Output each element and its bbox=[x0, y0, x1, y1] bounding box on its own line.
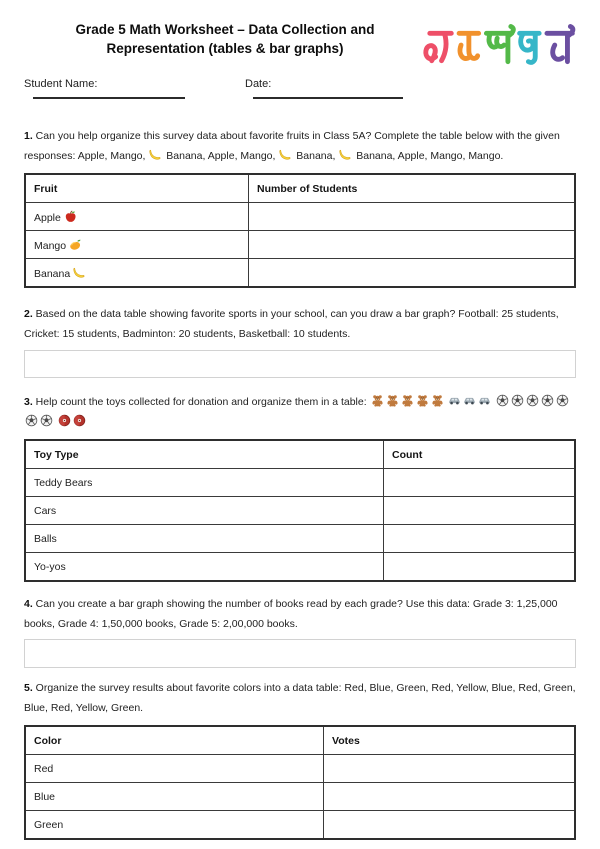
apple-icon bbox=[64, 210, 77, 223]
car-icon bbox=[478, 394, 491, 407]
table-row bbox=[25, 525, 575, 553]
date-label: Date: bbox=[245, 78, 272, 90]
count-blank-cell[interactable] bbox=[384, 469, 576, 497]
table-row bbox=[25, 231, 575, 259]
table-header-row bbox=[25, 440, 575, 469]
toy-label-cell: Cars bbox=[25, 497, 384, 525]
worksheet-header bbox=[0, 0, 600, 58]
name-date-row bbox=[0, 76, 600, 102]
toys-table bbox=[24, 439, 576, 582]
teddy-bear-icon bbox=[416, 394, 429, 407]
car-icon bbox=[463, 394, 476, 407]
color-label-cell: Red bbox=[25, 755, 324, 783]
table-row bbox=[25, 783, 575, 811]
question-number: 3. bbox=[24, 396, 33, 408]
count-blank-cell[interactable] bbox=[249, 203, 576, 231]
q4-answer-box[interactable] bbox=[24, 639, 576, 668]
color-column-header: Color bbox=[25, 726, 324, 755]
count-column-header: Count bbox=[384, 440, 576, 469]
count-blank-cell[interactable] bbox=[384, 525, 576, 553]
colors-table bbox=[24, 725, 576, 840]
teddy-bear-icon bbox=[371, 394, 384, 407]
anushiloni-logo bbox=[422, 18, 586, 76]
fruit-label-cell: Mango bbox=[25, 231, 249, 259]
soccer-ball-icon bbox=[556, 394, 569, 407]
fruits-table bbox=[24, 173, 576, 288]
question-5-text: 5. Organize the survey results about favorite colors into a data table: Red, Blue, Green, Red, Yellow, Blue, Red, Green, Blue, Red, Yellow, Green. bbox=[24, 682, 576, 714]
soccer-ball-icon bbox=[40, 414, 53, 427]
banana-icon bbox=[339, 148, 352, 161]
table-row bbox=[25, 553, 575, 582]
toy-type-column-header: Toy Type bbox=[25, 440, 384, 469]
table-row bbox=[25, 497, 575, 525]
teddy-bear-icon bbox=[401, 394, 414, 407]
votes-blank-cell[interactable] bbox=[324, 783, 576, 811]
mango-icon bbox=[69, 238, 82, 251]
student-name-blank[interactable] bbox=[33, 97, 185, 99]
question-number: 5. bbox=[24, 682, 33, 694]
count-blank-cell[interactable] bbox=[384, 553, 576, 582]
toy-label-cell: Teddy Bears bbox=[25, 469, 384, 497]
question-3-text: 3. Help count the toys collected for donation and organize them in a table: bbox=[24, 392, 576, 432]
count-blank-cell[interactable] bbox=[249, 259, 576, 288]
page-title: Grade 5 Math Worksheet – Data Collection and Representation (tables & bar graphs) bbox=[75, 22, 375, 56]
fruit-label-cell: Banana bbox=[25, 259, 249, 288]
soccer-ball-icon bbox=[541, 394, 554, 407]
question-number: 2. bbox=[24, 308, 33, 320]
question-1-text: 1. Can you help organize this survey data about favorite fruits in Class 5A? Complete the table below with the given responses: Apple, Mango, Banana, Apple, Mango, Banana, Banana, Apple, Mango, Mango. bbox=[24, 130, 560, 162]
student-name-label: Student Name: bbox=[24, 78, 98, 90]
soccer-ball-icon bbox=[526, 394, 539, 407]
anushiloni-logo-glyphs bbox=[422, 18, 586, 76]
fruit-label-cell: Apple bbox=[25, 203, 249, 231]
toy-label-cell: Balls bbox=[25, 525, 384, 553]
count-blank-cell[interactable] bbox=[249, 231, 576, 259]
yo-yo-icon bbox=[58, 414, 71, 427]
banana-icon bbox=[73, 266, 86, 279]
banana-icon bbox=[279, 148, 292, 161]
teddy-bear-icon bbox=[386, 394, 399, 407]
question-4-text: 4. Can you create a bar graph showing the number of books read by each grade? Use this data: Grade 3: 1,25,000 books, Grade 4: 1,50,000 books, Grade 5: 2,00,000 books. bbox=[24, 598, 558, 630]
date-blank[interactable] bbox=[253, 97, 403, 99]
teddy-bear-icon bbox=[431, 394, 444, 407]
car-icon bbox=[448, 394, 461, 407]
table-row bbox=[25, 469, 575, 497]
fruit-column-header: Fruit bbox=[25, 174, 249, 203]
question-2-text: 2. Based on the data table showing favorite sports in your school, can you draw a bar graph? Football: 25 students, Cricket: 15 students, Badminton: 20 students, Basketball: 10 students. bbox=[24, 308, 559, 340]
soccer-ball-icon bbox=[25, 414, 38, 427]
votes-blank-cell[interactable] bbox=[324, 755, 576, 783]
table-row bbox=[25, 259, 575, 288]
table-row bbox=[25, 755, 575, 783]
banana-icon bbox=[149, 148, 162, 161]
table-header-row bbox=[25, 174, 575, 203]
table-header-row bbox=[25, 726, 575, 755]
soccer-ball-icon bbox=[496, 394, 509, 407]
votes-blank-cell[interactable] bbox=[324, 811, 576, 840]
yo-yo-icon bbox=[73, 414, 86, 427]
question-number: 4. bbox=[24, 598, 33, 610]
color-label-cell: Blue bbox=[25, 783, 324, 811]
table-row bbox=[25, 811, 575, 840]
count-blank-cell[interactable] bbox=[384, 497, 576, 525]
color-label-cell: Green bbox=[25, 811, 324, 840]
question-number: 1. bbox=[24, 130, 33, 142]
votes-column-header: Votes bbox=[324, 726, 576, 755]
q2-answer-box[interactable] bbox=[24, 350, 576, 378]
table-row bbox=[25, 203, 575, 231]
soccer-ball-icon bbox=[511, 394, 524, 407]
number-of-students-column-header: Number of Students bbox=[249, 174, 576, 203]
toy-label-cell: Yo-yos bbox=[25, 553, 384, 582]
